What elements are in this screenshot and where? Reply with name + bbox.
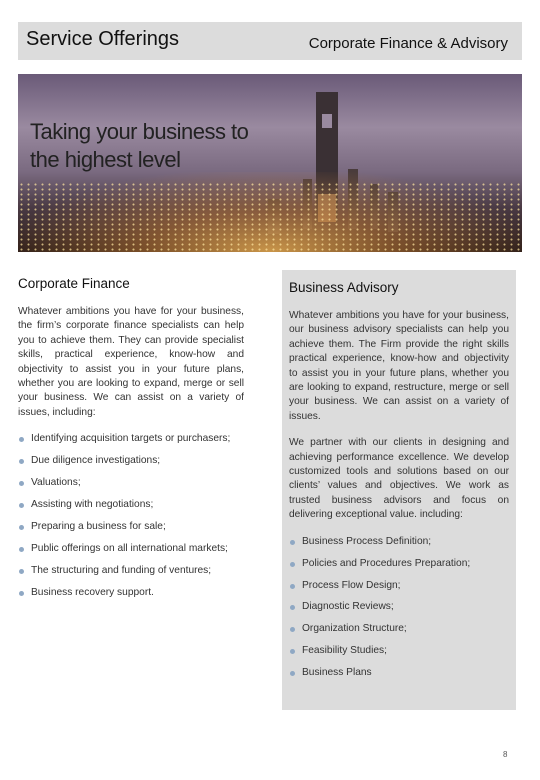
business-advisory-partner-text: We partner with our clients in designing and achieving performance excellence. We develop customized tools and solutions based on our clients’ values and objectives. We work as trusted business advisors and focus on delivering exceptional value. including: — [289, 437, 509, 521]
list-item-text: Feasibility Studies; — [302, 645, 387, 657]
list-item — [289, 622, 509, 636]
list-item — [289, 666, 509, 680]
bullet-icon — [290, 671, 295, 676]
list-item — [289, 600, 509, 614]
section-subtitle: Corporate Finance & Advisory — [308, 35, 508, 52]
list-item — [289, 535, 509, 549]
list-item-text: Organization Structure; — [302, 623, 407, 635]
list-item — [289, 644, 509, 658]
bullet-icon — [290, 584, 295, 589]
bullet-icon — [19, 591, 24, 596]
bullet-icon — [290, 562, 295, 567]
section-title: Service Offerings — [26, 28, 180, 50]
list-item-text: Preparing a business for sale; — [31, 520, 166, 532]
bullet-icon — [19, 525, 24, 530]
bullet-icon — [19, 569, 24, 574]
hero-tagline-line-1: Taking your business to — [30, 119, 249, 144]
bullet-icon — [19, 481, 24, 486]
city-lights-pattern — [18, 182, 522, 252]
page-number: 8 — [503, 750, 508, 759]
list-item-text: Valuations; — [31, 477, 81, 489]
list-item — [289, 579, 509, 593]
corporate-finance-title: Corporate Finance — [18, 276, 130, 291]
list-item-text: Policies and Procedures Preparation; — [302, 557, 471, 569]
list-item — [18, 454, 244, 468]
bullet-icon — [290, 627, 295, 632]
corporate-finance-intro: Whatever ambitions you have for your business, the firm’s corporate finance specialists can help you to achieve them. They can provide specialist skills, practical experience, know-how and objectivity to assist you in your future plans, whether you are looking to expand, merge or sell your business. We can assist on a variety of issues, including: — [18, 306, 244, 418]
list-item — [18, 432, 244, 446]
business-advisory-title: Business Advisory — [289, 280, 399, 295]
hero-tagline-line-2: the highest level — [30, 147, 181, 172]
list-item — [18, 542, 244, 556]
list-item — [289, 557, 509, 571]
list-item-text: Process Flow Design; — [302, 579, 401, 591]
bullet-icon — [290, 540, 295, 545]
bullet-icon — [19, 503, 24, 508]
business-advisory-panel — [282, 270, 516, 710]
list-item-text: Identifying acquisition targets or purchasers; — [31, 433, 231, 445]
page-header — [18, 22, 522, 60]
corporate-finance-list — [18, 432, 244, 600]
list-item — [18, 564, 244, 578]
list-item-text: The structuring and funding of ventures; — [31, 564, 212, 576]
bullet-icon — [290, 649, 295, 654]
business-advisory-list — [289, 535, 509, 681]
bullet-icon — [290, 605, 295, 610]
list-item-text: Due diligence investigations; — [31, 455, 161, 467]
business-advisory-intro: Whatever ambitions you have for your business, our business advisory specialists can help you achieve them. The Firm provide the right skills practical experience, know-how and objectivity to assist you in your future plans, whether you are looking to expand, restructure, merge or sell your business. We can assist on a variety of issues. — [289, 310, 509, 422]
list-item-text: Business recovery support. — [31, 586, 154, 598]
list-item-text: Diagnostic Reviews; — [302, 601, 394, 613]
bullet-icon — [19, 547, 24, 552]
list-item-text: Public offerings on all international markets; — [31, 542, 228, 554]
list-item-text: Business Plans — [302, 667, 372, 679]
list-item-text: Business Process Definition; — [302, 535, 432, 547]
list-item — [18, 498, 244, 512]
hero-image — [18, 74, 522, 252]
list-item-text: Assisting with negotiations; — [31, 498, 154, 510]
hero-tagline — [30, 118, 248, 174]
corporate-finance-column — [18, 272, 244, 608]
list-item — [18, 476, 244, 490]
list-item — [18, 520, 244, 534]
bullet-icon — [19, 437, 24, 442]
bullet-icon — [19, 459, 24, 464]
list-item — [18, 586, 244, 600]
